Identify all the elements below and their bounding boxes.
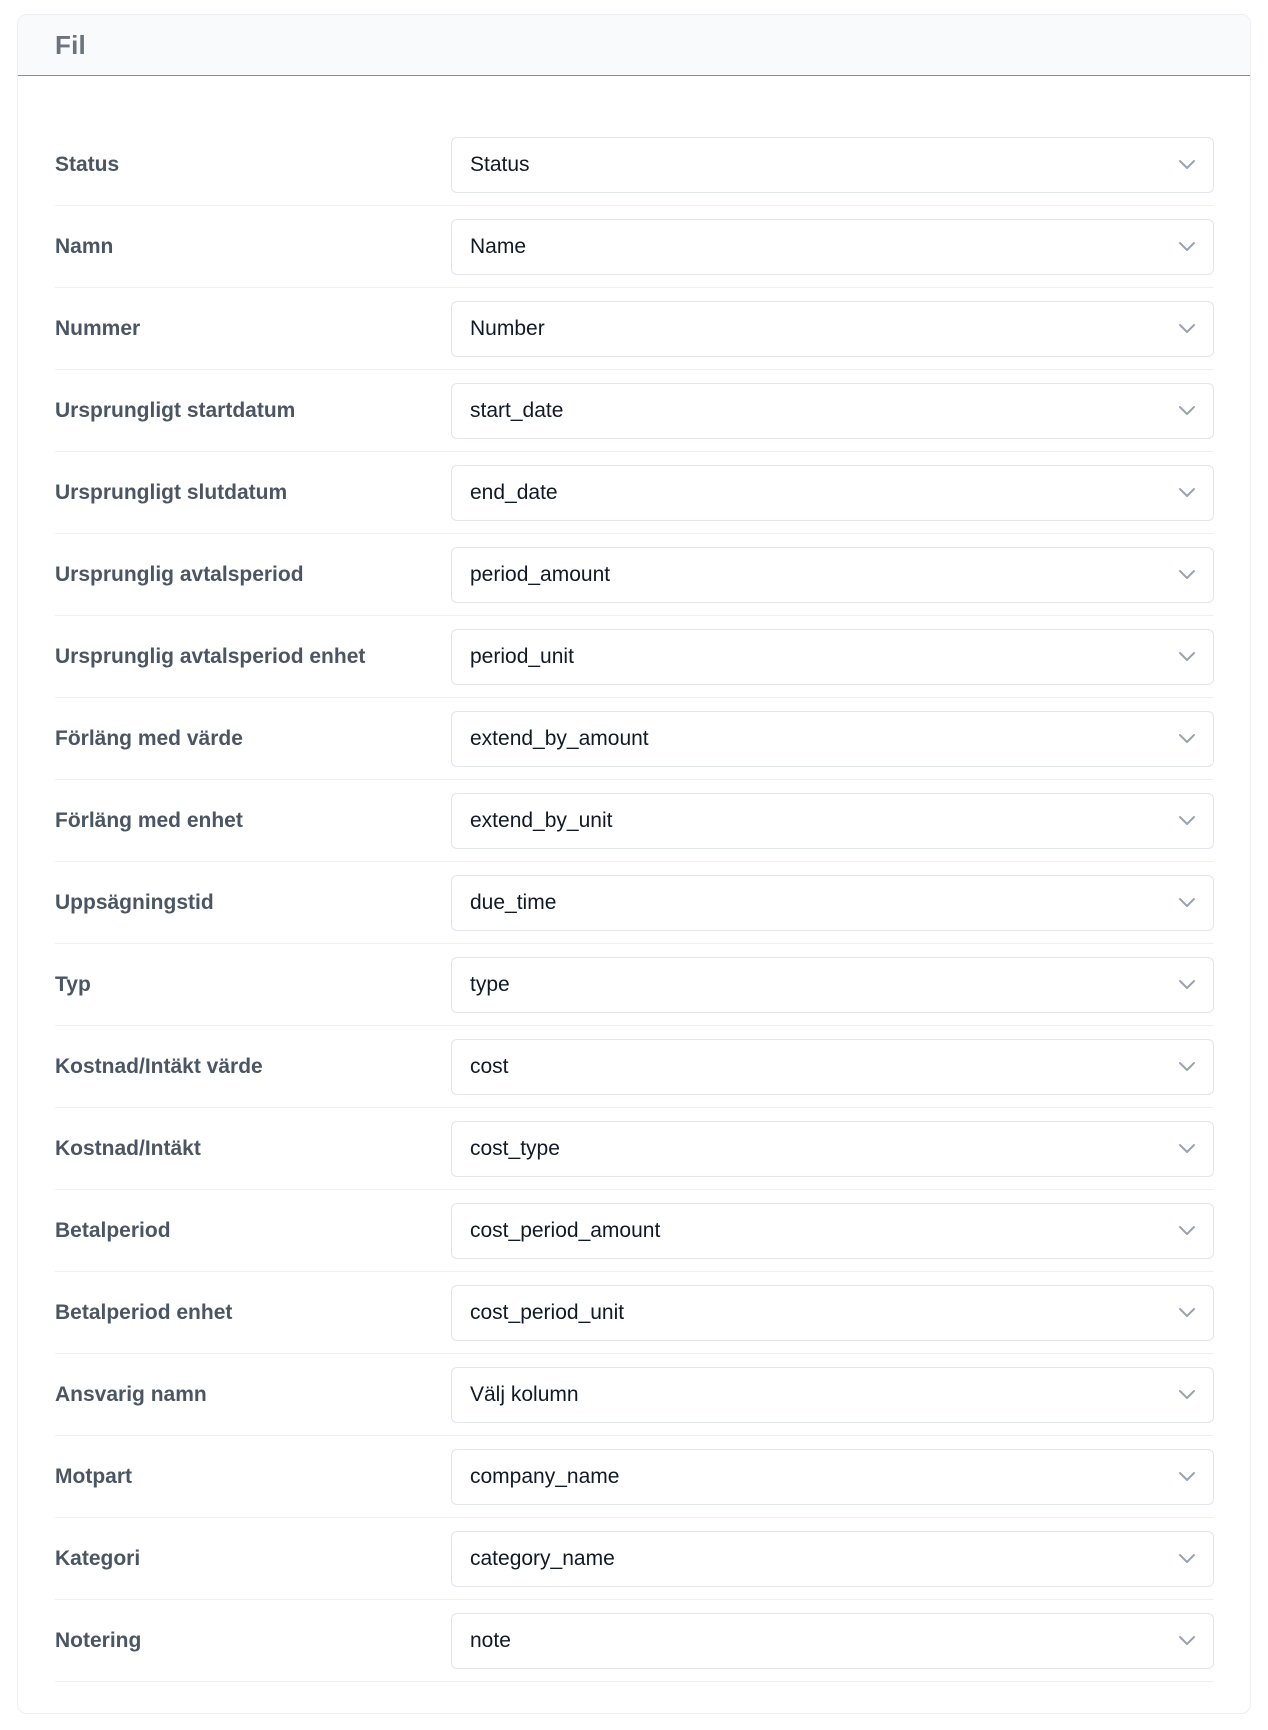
chevron-down-icon bbox=[1177, 319, 1197, 339]
field-label: Förläng med enhet bbox=[55, 808, 243, 832]
column-select-value: start_date bbox=[470, 398, 564, 422]
field-label: Kostnad/Intäkt bbox=[55, 1136, 201, 1160]
column-select-value: end_date bbox=[470, 480, 558, 504]
column-select[interactable] bbox=[451, 547, 1214, 603]
field-mapping-row bbox=[55, 1026, 1214, 1108]
panel-header bbox=[18, 15, 1250, 76]
column-select[interactable] bbox=[451, 629, 1214, 685]
chevron-down-icon bbox=[1177, 483, 1197, 503]
field-mapping-row bbox=[55, 1354, 1214, 1436]
chevron-down-icon bbox=[1177, 729, 1197, 749]
chevron-down-icon bbox=[1177, 1467, 1197, 1487]
chevron-down-icon bbox=[1177, 647, 1197, 667]
chevron-down-icon bbox=[1177, 975, 1197, 995]
field-label: Kostnad/Intäkt värde bbox=[55, 1054, 263, 1078]
column-select-value: period_unit bbox=[470, 644, 574, 668]
import-mapping-panel bbox=[17, 14, 1251, 1714]
field-mapping-row bbox=[55, 1436, 1214, 1518]
field-label: Betalperiod enhet bbox=[55, 1300, 233, 1324]
column-select[interactable] bbox=[451, 465, 1214, 521]
field-label: Status bbox=[55, 152, 120, 176]
chevron-down-icon bbox=[1177, 1385, 1197, 1405]
column-select[interactable] bbox=[451, 1121, 1214, 1177]
column-select-value: cost_period_unit bbox=[470, 1300, 625, 1324]
chevron-down-icon bbox=[1177, 1549, 1197, 1569]
column-select-value: extend_by_unit bbox=[470, 808, 613, 832]
column-select-value: note bbox=[470, 1628, 511, 1652]
field-mapping-row bbox=[55, 780, 1214, 862]
chevron-down-icon bbox=[1177, 1139, 1197, 1159]
column-select[interactable] bbox=[451, 137, 1214, 193]
field-label: Ursprungligt startdatum bbox=[55, 398, 296, 422]
column-select[interactable] bbox=[451, 1613, 1214, 1669]
chevron-down-icon bbox=[1177, 1221, 1197, 1241]
field-label: Ursprunglig avtalsperiod bbox=[55, 562, 304, 586]
field-mapping-row bbox=[55, 1272, 1214, 1354]
chevron-down-icon bbox=[1177, 1303, 1197, 1323]
field-label: Namn bbox=[55, 234, 114, 258]
column-select-value: extend_by_amount bbox=[470, 726, 649, 750]
column-select-value: category_name bbox=[470, 1546, 615, 1570]
field-label: Ansvarig namn bbox=[55, 1382, 207, 1406]
column-select-value: cost bbox=[470, 1054, 509, 1078]
column-select[interactable] bbox=[451, 1285, 1214, 1341]
field-mapping-row bbox=[55, 1190, 1214, 1272]
column-select[interactable] bbox=[451, 219, 1214, 275]
column-select-value: due_time bbox=[470, 890, 557, 914]
field-label: Motpart bbox=[55, 1464, 132, 1488]
field-label: Förläng med värde bbox=[55, 726, 243, 750]
field-label: Uppsägningstid bbox=[55, 890, 214, 914]
field-label: Ursprunglig avtalsperiod enhet bbox=[55, 644, 366, 668]
column-select[interactable] bbox=[451, 1203, 1214, 1259]
field-mapping-row bbox=[55, 862, 1214, 944]
column-select[interactable] bbox=[451, 1039, 1214, 1095]
field-mapping-list bbox=[55, 124, 1214, 1682]
field-mapping-row bbox=[55, 206, 1214, 288]
column-select[interactable] bbox=[451, 875, 1214, 931]
column-select[interactable] bbox=[451, 793, 1214, 849]
field-label: Ursprungligt slutdatum bbox=[55, 480, 288, 504]
column-select-value: type bbox=[470, 972, 510, 996]
field-mapping-row bbox=[55, 616, 1214, 698]
field-label: Nummer bbox=[55, 316, 141, 340]
column-select[interactable] bbox=[451, 1531, 1214, 1587]
field-mapping-row bbox=[55, 1108, 1214, 1190]
field-mapping-row bbox=[55, 534, 1214, 616]
field-label: Kategori bbox=[55, 1546, 141, 1570]
column-select[interactable] bbox=[451, 711, 1214, 767]
column-select-value: cost_type bbox=[470, 1136, 560, 1160]
column-select[interactable] bbox=[451, 1449, 1214, 1505]
column-select[interactable] bbox=[451, 957, 1214, 1013]
column-select[interactable] bbox=[451, 383, 1214, 439]
chevron-down-icon bbox=[1177, 893, 1197, 913]
field-label: Betalperiod bbox=[55, 1218, 171, 1242]
column-select-value: Name bbox=[470, 234, 527, 258]
field-label: Notering bbox=[55, 1628, 142, 1652]
column-select[interactable] bbox=[451, 1367, 1214, 1423]
column-select-value: cost_period_amount bbox=[470, 1218, 661, 1242]
column-select-value: period_amount bbox=[470, 562, 611, 586]
panel-title: Fil bbox=[55, 29, 86, 60]
chevron-down-icon bbox=[1177, 1631, 1197, 1651]
column-select-value: Number bbox=[470, 316, 545, 340]
column-select[interactable] bbox=[451, 301, 1214, 357]
field-mapping-row bbox=[55, 124, 1214, 206]
field-mapping-row bbox=[55, 1600, 1214, 1682]
chevron-down-icon bbox=[1177, 565, 1197, 585]
field-mapping-row bbox=[55, 698, 1214, 780]
field-mapping-row bbox=[55, 452, 1214, 534]
column-select-value: Välj kolumn bbox=[470, 1382, 579, 1406]
column-select-value: company_name bbox=[470, 1464, 620, 1488]
chevron-down-icon bbox=[1177, 155, 1197, 175]
field-label: Typ bbox=[55, 972, 91, 996]
field-mapping-row bbox=[55, 288, 1214, 370]
field-mapping-row bbox=[55, 944, 1214, 1026]
field-mapping-row bbox=[55, 370, 1214, 452]
column-select-value: Status bbox=[470, 152, 530, 176]
chevron-down-icon bbox=[1177, 237, 1197, 257]
chevron-down-icon bbox=[1177, 401, 1197, 421]
chevron-down-icon bbox=[1177, 811, 1197, 831]
field-mapping-row bbox=[55, 1518, 1214, 1600]
chevron-down-icon bbox=[1177, 1057, 1197, 1077]
